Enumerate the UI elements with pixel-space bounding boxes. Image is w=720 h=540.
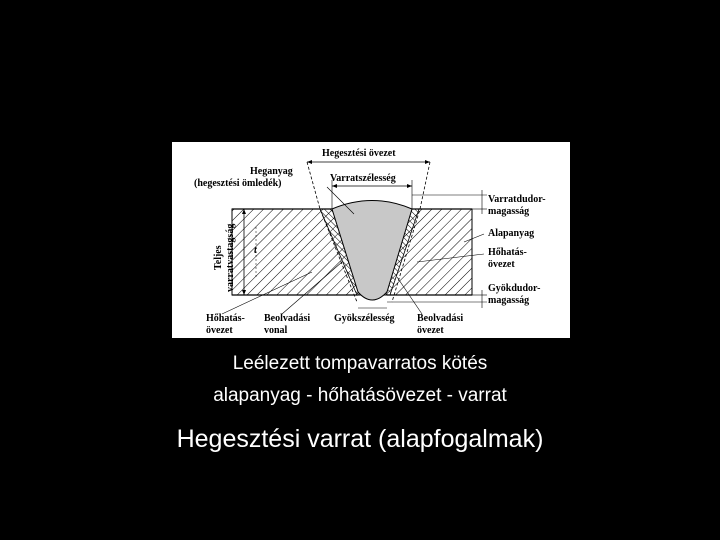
label-crown-2: magasság <box>488 206 530 217</box>
label-fusion-line-2: vonal <box>264 325 288 336</box>
label-root-2: magasság <box>488 295 530 306</box>
weld-diagram <box>172 142 570 338</box>
label-weld-width: Varratszélesség <box>330 173 396 184</box>
root-bead <box>358 292 387 300</box>
label-fusion-zone-1: Beolvadási <box>417 313 464 324</box>
label-welding-zone: Hegesztési övezet <box>322 148 396 159</box>
label-haz-bottom-1: Hőhatás- <box>206 313 245 324</box>
label-haz-1: Hőhatás- <box>488 247 527 258</box>
label-fusion-zone-2: övezet <box>417 325 444 336</box>
label-base: Alapanyag <box>488 228 535 239</box>
label-haz-bottom-2: övezet <box>206 325 233 336</box>
label-filler: Heganyag <box>250 166 293 177</box>
label-thickness-2: varratvastagság <box>225 223 236 292</box>
label-root-1: Gyökdudor- <box>488 283 541 294</box>
label-thickness-1: Teljes <box>213 245 224 270</box>
label-t: t <box>254 245 257 256</box>
slide-title: Hegesztési varrat (alapfogalmak) <box>176 425 544 453</box>
caption-line-1: Leélezett tompavarratos kötés <box>232 353 488 374</box>
label-root-width: Gyökszélesség <box>334 313 395 324</box>
caption-line-2: alapanyag - hőhatásövezet - varrat <box>213 385 507 406</box>
label-haz-2: övezet <box>488 259 515 270</box>
label-crown-1: Varratdudor- <box>488 194 546 205</box>
label-filler-paren: (hegesztési ömledék) <box>194 178 282 189</box>
label-fusion-line-1: Beolvadási <box>264 313 311 324</box>
